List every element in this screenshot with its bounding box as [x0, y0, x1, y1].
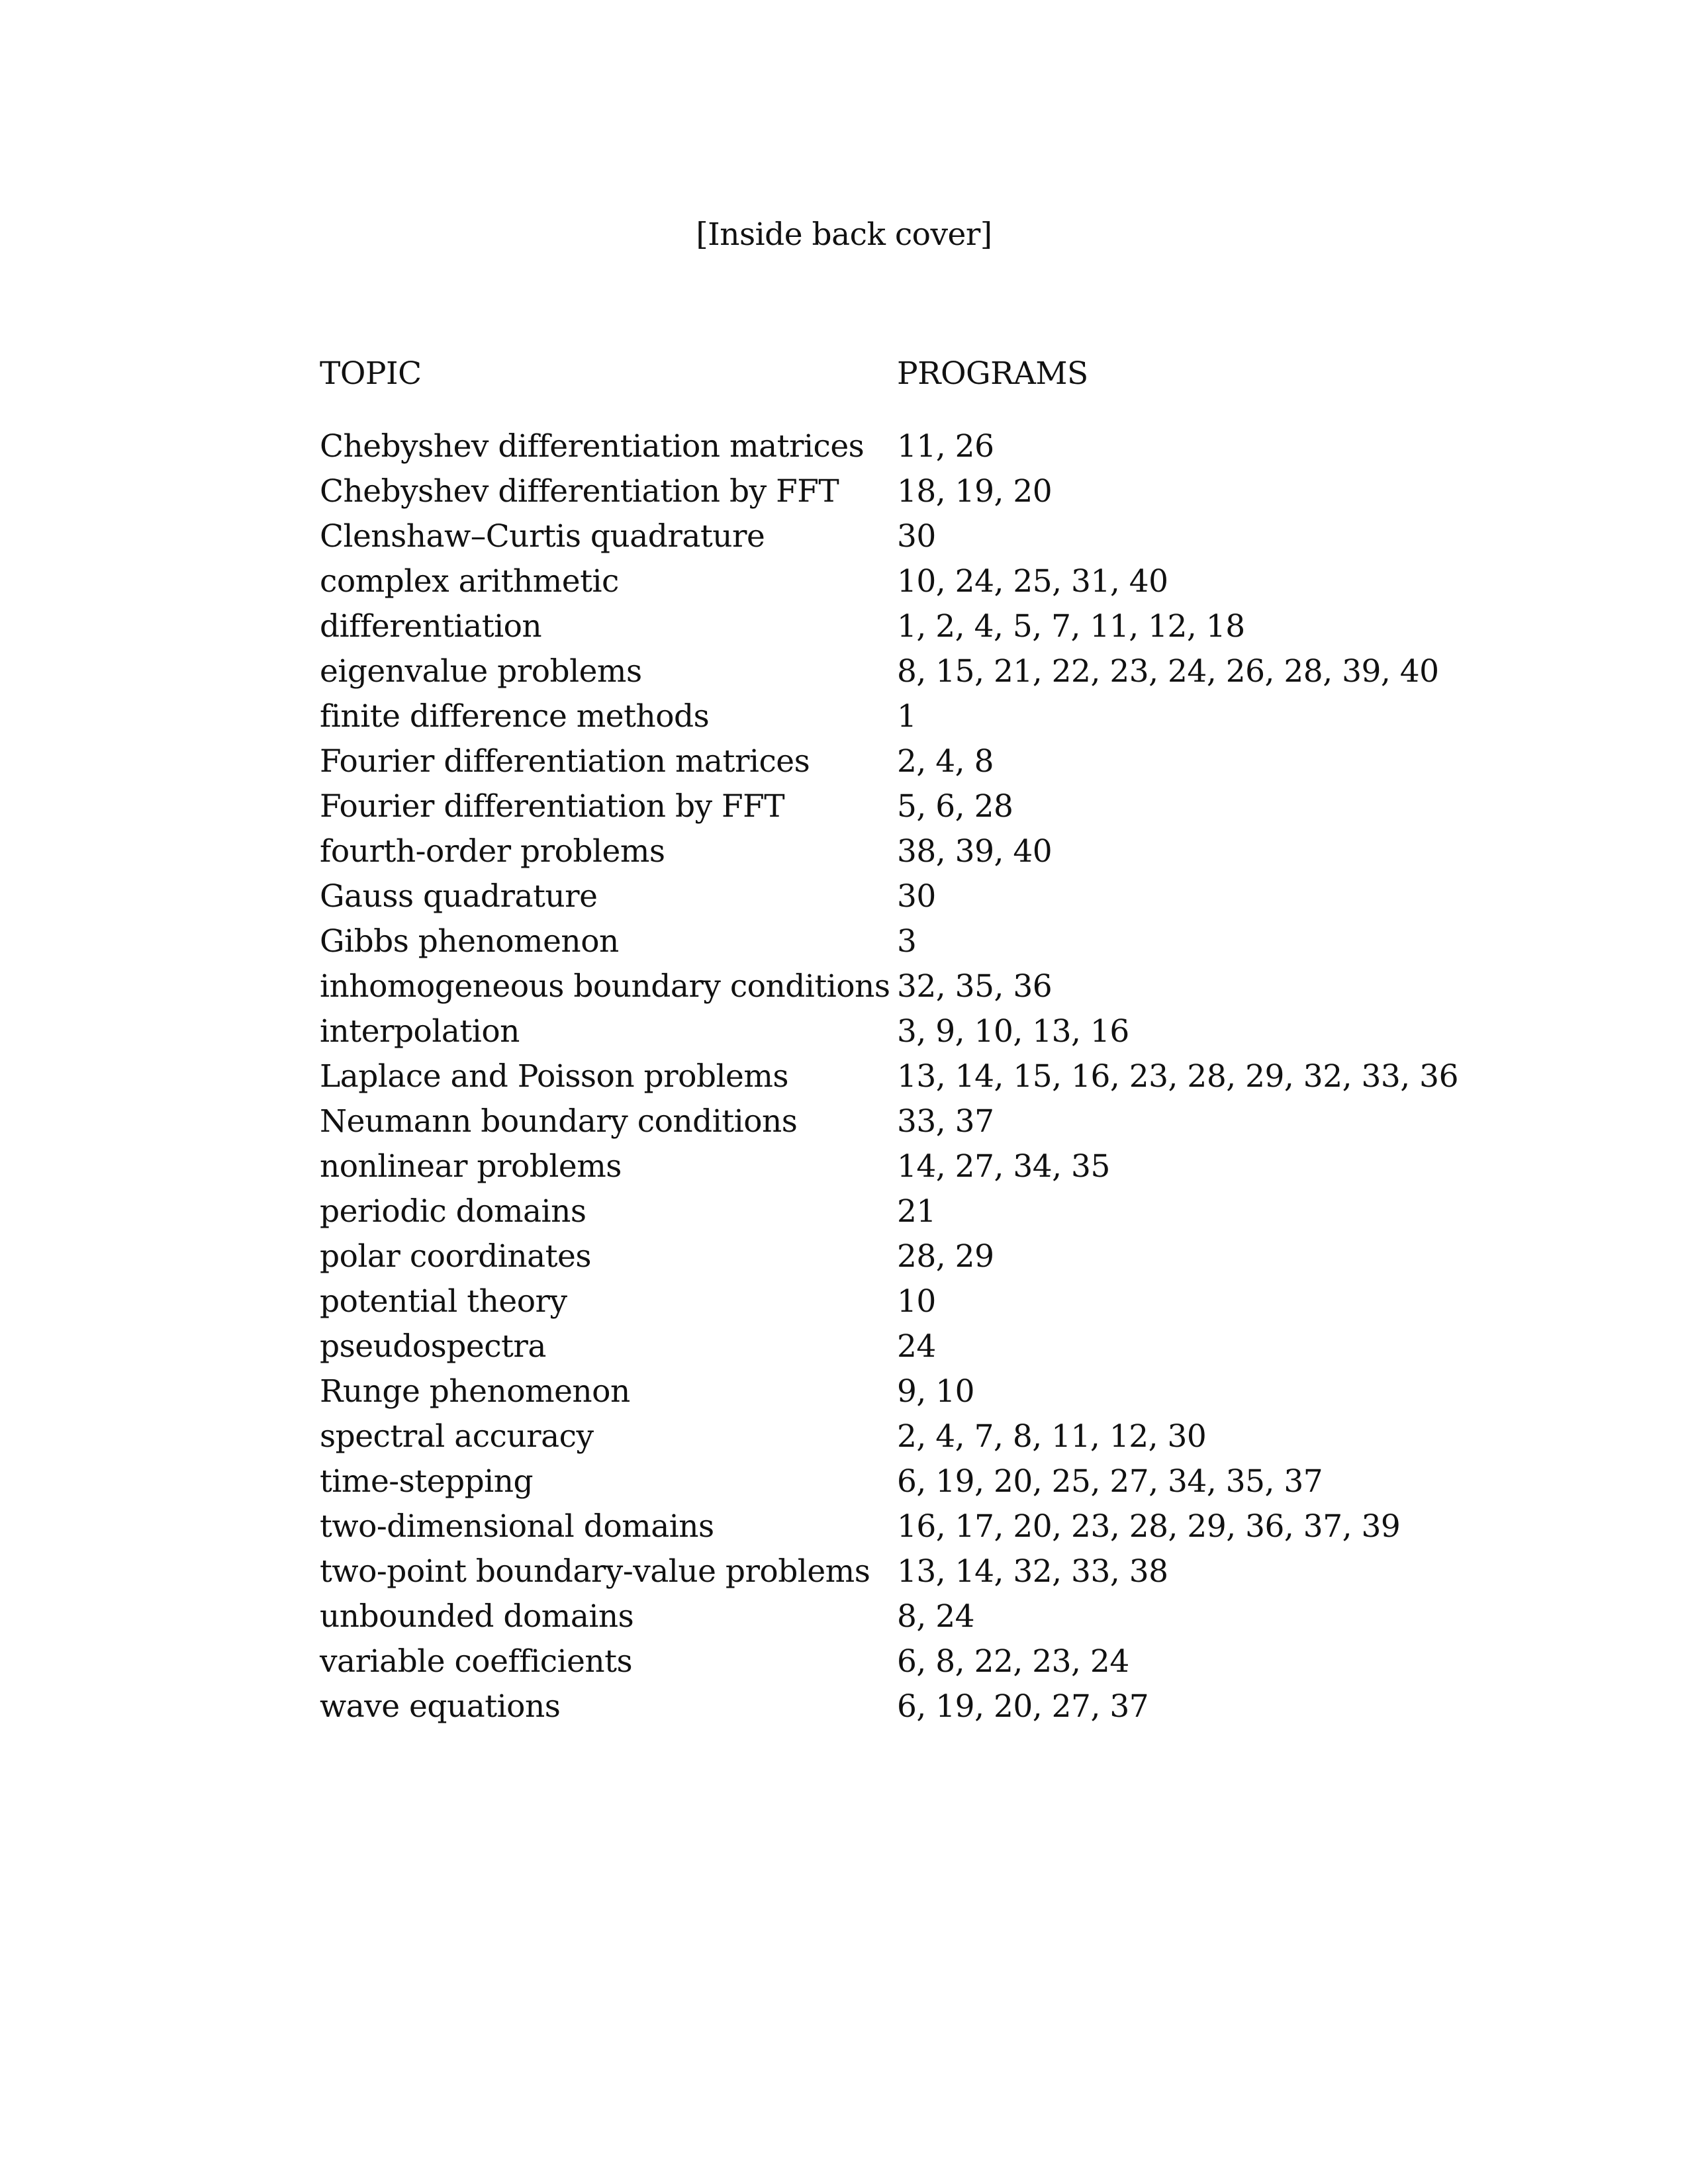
table-row [320, 604, 1577, 649]
topic-cell: finite difference methods [320, 698, 710, 735]
programs-cell: 28, 29 [897, 1238, 994, 1275]
programs-cell: 2, 4, 7, 8, 11, 12, 30 [897, 1418, 1207, 1455]
topic-cell: periodic domains [320, 1193, 586, 1230]
programs-cell: 30 [897, 878, 936, 915]
topic-cell: potential theory [320, 1283, 567, 1320]
table-row [320, 1009, 1577, 1054]
topic-cell: pseudospectra [320, 1328, 546, 1365]
table-row [320, 1234, 1577, 1279]
topic-cell: Chebyshev differentiation by FFT [320, 473, 839, 510]
table-row [320, 874, 1577, 919]
topic-cell: Fourier differentiation matrices [320, 743, 810, 780]
table-row [320, 1549, 1577, 1594]
table-row [320, 649, 1577, 694]
programs-cell: 3 [897, 923, 917, 960]
topic-cell: variable coefficients [320, 1643, 633, 1680]
programs-cell: 1, 2, 4, 5, 7, 11, 12, 18 [897, 608, 1245, 645]
topic-cell: differentiation [320, 608, 542, 645]
programs-cell: 13, 14, 15, 16, 23, 28, 29, 32, 33, 36 [897, 1058, 1458, 1095]
programs-cell: 10 [897, 1283, 936, 1320]
programs-cell: 24 [897, 1328, 936, 1365]
table-row [320, 1054, 1577, 1099]
programs-cell: 6, 19, 20, 27, 37 [897, 1688, 1149, 1725]
topic-cell: nonlinear problems [320, 1148, 622, 1185]
topic-cell: unbounded domains [320, 1598, 634, 1635]
topic-cell: complex arithmetic [320, 563, 619, 600]
programs-cell: 6, 8, 22, 23, 24 [897, 1643, 1129, 1680]
table-row [320, 1594, 1577, 1639]
programs-cell: 32, 35, 36 [897, 968, 1053, 1005]
table-row [320, 1459, 1577, 1504]
topic-cell: wave equations [320, 1688, 561, 1725]
programs-cell: 13, 14, 32, 33, 38 [897, 1553, 1168, 1590]
programs-cell: 2, 4, 8 [897, 743, 994, 780]
table-row [320, 1324, 1577, 1369]
table-row [320, 784, 1577, 829]
table-row [320, 1639, 1577, 1684]
programs-cell: 18, 19, 20 [897, 473, 1053, 510]
topic-cell: Clenshaw–Curtis quadrature [320, 518, 765, 555]
topic-cell: Neumann boundary conditions [320, 1103, 798, 1140]
programs-cell: 33, 37 [897, 1103, 994, 1140]
programs-column-header: PROGRAMS [897, 355, 1088, 392]
topic-programs-table [320, 354, 1577, 1729]
topic-cell: Chebyshev differentiation matrices [320, 428, 865, 465]
programs-cell: 8, 15, 21, 22, 23, 24, 26, 28, 39, 40 [897, 653, 1439, 690]
programs-cell: 9, 10 [897, 1373, 975, 1410]
topic-column-header: TOPIC [320, 355, 422, 392]
topic-cell: Gauss quadrature [320, 878, 598, 915]
table-row [320, 1099, 1577, 1144]
topic-cell: time-stepping [320, 1463, 534, 1500]
table-row [320, 514, 1577, 559]
topic-cell: Laplace and Poisson problems [320, 1058, 789, 1095]
table-header-row [320, 354, 1577, 424]
programs-cell: 10, 24, 25, 31, 40 [897, 563, 1168, 600]
topic-cell: inhomogeneous boundary conditions [320, 968, 890, 1005]
topic-cell: interpolation [320, 1013, 520, 1050]
table-row [320, 964, 1577, 1009]
programs-cell: 5, 6, 28 [897, 788, 1013, 825]
programs-cell: 14, 27, 34, 35 [897, 1148, 1110, 1185]
table-row [320, 1414, 1577, 1459]
table-row [320, 829, 1577, 874]
table-row [320, 1189, 1577, 1234]
programs-cell: 3, 9, 10, 13, 16 [897, 1013, 1129, 1050]
topic-cell: eigenvalue problems [320, 653, 642, 690]
table-row [320, 739, 1577, 784]
programs-cell: 16, 17, 20, 23, 28, 29, 36, 37, 39 [897, 1508, 1401, 1545]
programs-cell: 30 [897, 518, 936, 555]
table-row [320, 424, 1577, 469]
table-row [320, 559, 1577, 604]
table-row [320, 1684, 1577, 1729]
topic-cell: fourth-order problems [320, 833, 665, 870]
programs-cell: 38, 39, 40 [897, 833, 1053, 870]
topic-cell: polar coordinates [320, 1238, 591, 1275]
programs-cell: 1 [897, 698, 917, 735]
topic-cell: Gibbs phenomenon [320, 923, 619, 960]
page-caption: [Inside back cover] [696, 216, 992, 253]
table-row [320, 694, 1577, 739]
topic-cell: Fourier differentiation by FFT [320, 788, 785, 825]
topic-cell: spectral accuracy [320, 1418, 594, 1455]
programs-cell: 8, 24 [897, 1598, 975, 1635]
table-row [320, 919, 1577, 964]
programs-cell: 6, 19, 20, 25, 27, 34, 35, 37 [897, 1463, 1323, 1500]
table-row [320, 1279, 1577, 1324]
table-row [320, 1144, 1577, 1189]
table-row [320, 1369, 1577, 1414]
programs-cell: 11, 26 [897, 428, 994, 465]
topic-cell: two-dimensional domains [320, 1508, 714, 1545]
table-row [320, 1504, 1577, 1549]
programs-cell: 21 [897, 1193, 936, 1230]
topic-cell: Runge phenomenon [320, 1373, 630, 1410]
table-body [320, 424, 1577, 1729]
topic-cell: two-point boundary-value problems [320, 1553, 870, 1590]
table-row [320, 469, 1577, 514]
